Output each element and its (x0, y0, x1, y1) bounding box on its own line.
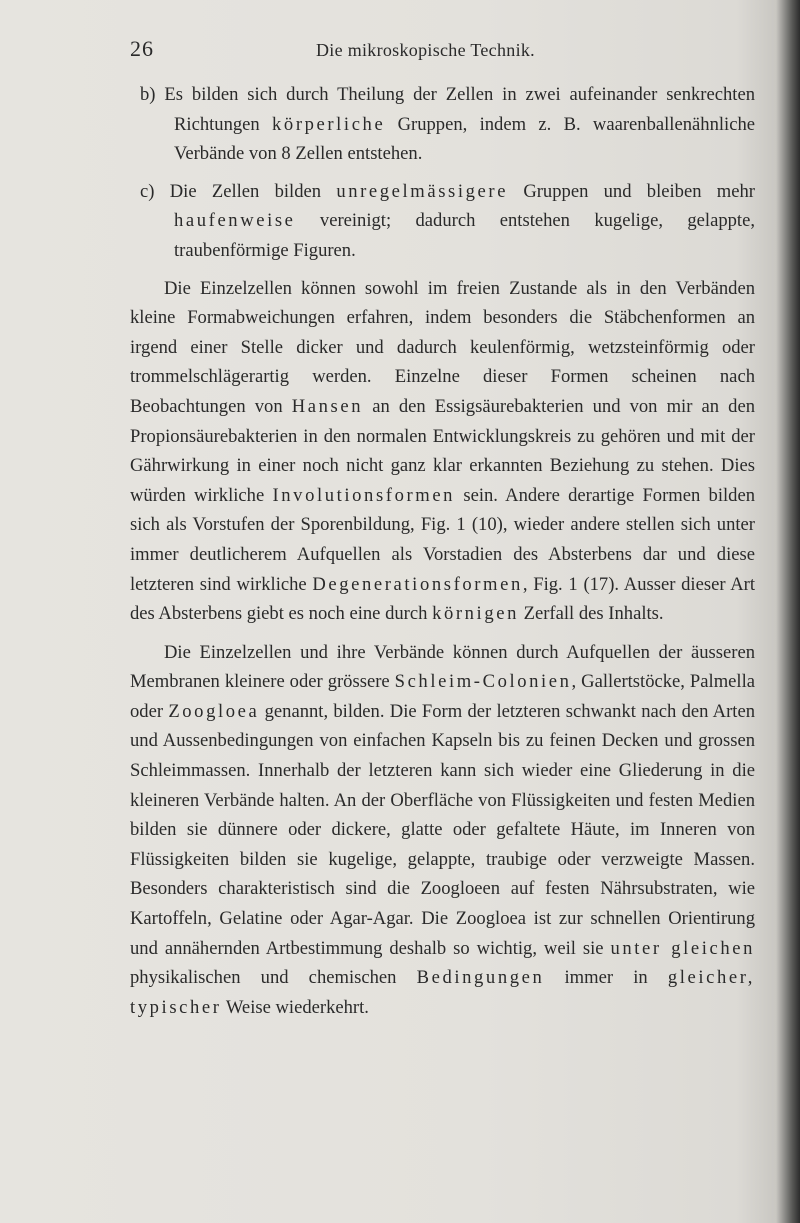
emphasis: Degenerationsformen (312, 573, 523, 595)
emphasis: körperliche (272, 113, 386, 135)
emphasis: körnigen (432, 603, 519, 625)
item-label: b) (140, 84, 156, 105)
text-run: immer in (544, 967, 668, 989)
paragraph-zoogloea (130, 638, 755, 1023)
page-number: 26 (130, 36, 154, 61)
text-run: sein. Andere derartige Formen bilden sich als Vorstufen der Sporenbildung, Fig. 1 (10), wieder andere stellen sich unter immer deutlicherem Aufquellen als Vorstadien des Absterbens dar und diese letzteren sind wirkliche (130, 484, 756, 595)
emphasis: Zoogloea (168, 700, 260, 722)
page-header (130, 36, 750, 66)
emphasis: haufenweise (174, 210, 296, 232)
text-run: Die Zellen bilden (169, 180, 337, 202)
body-text (130, 80, 755, 1022)
emphasis: gleicher, typischer (130, 967, 755, 1018)
emphasis: Schleim-Colonien (394, 671, 572, 693)
text-run: Weise wiederkehrt. (221, 996, 369, 1018)
emphasis: unter gleichen (610, 937, 755, 959)
text-run: , Gallertstöcke, Palmella oder (130, 671, 755, 722)
text-run: Die Einzelzellen und ihre Verbände können durch Aufquellen der äusseren Membranen kleinere oder grössere (130, 641, 755, 693)
text-run: Zerfall des Inhalts. (518, 603, 664, 625)
emphasis: Hansen (291, 395, 364, 417)
list-item-b (130, 80, 755, 169)
text-run: Gruppen und bleiben mehr (508, 180, 755, 202)
text-run: vereinigt; dadurch entstehen kugelige, gelappte, traubenförmige Figuren. (174, 210, 755, 261)
list-item-c (130, 177, 755, 266)
text-run: physikalischen und chemischen (130, 967, 417, 989)
emphasis: Involutionsformen (272, 484, 456, 506)
paragraph-forms (130, 274, 755, 629)
text-run: genannt, bilden. Die Form der letzteren schwankt nach den Arten und Aussenbedingungen von einfachen Kapseln bis zu feinen Decken und grossen Schleimmassen. Innerhalb der letzteren kann sich wieder eine Gliederung in die kleineren Verbände halten. An der Oberfläche von Flüssigkeiten und festen Medien bilden sie dünnere oder dickere, glatte oder gefaltete Häute, im Inneren von Flüssigkeiten bilden sie kugelige, gelappte, traubige oder verzweigte Massen. Besonders charakteristisch sind die Zoogloeen auf festen Nährsubstraten, wie Kartoffeln, Gelatine oder Agar-Agar. Die Zoogloea ist zur schnellen Orientirung und annähernden Artbestimmung deshalb so wichtig, weil sie (130, 700, 755, 959)
text-run: Die Einzelzellen können sowohl im freien Zustande als in den Verbänden kleine Formabweichungen erfahren, indem besonders die Stäbchenformen an irgend einer Stelle dicker und dadurch keulenförmig, wetzsteinförmig oder trommelschlägerartig werden. Einzelne dieser Formen scheinen nach Beobachtungen von (130, 277, 755, 417)
running-title: Die mikroskopische Technik. (316, 40, 535, 60)
text-run: Gruppen, indem z. B. waarenballenähnliche Verbände von 8 Zellen entstehen. (174, 113, 756, 165)
emphasis: unregelmässigere (336, 180, 509, 202)
text-run: an den Essigsäurebakterien und von mir an den Propionsäurebakterien in den normalen Entwicklungskreis zu gehören und mit der Gährwirkung in einer noch nicht ganz klar erkannten Beziehung zu stehen. Dies würden wirkliche (130, 395, 755, 506)
text-run: Es bilden sich durch Theilung der Zellen in zwei aufeinander senkrechten Richtungen (164, 84, 755, 135)
text-run: , Fig. 1 (17). Ausser dieser Art des Absterbens giebt es noch eine durch (130, 573, 756, 625)
item-label: c) (140, 180, 155, 202)
emphasis: Bedingungen (416, 967, 545, 989)
